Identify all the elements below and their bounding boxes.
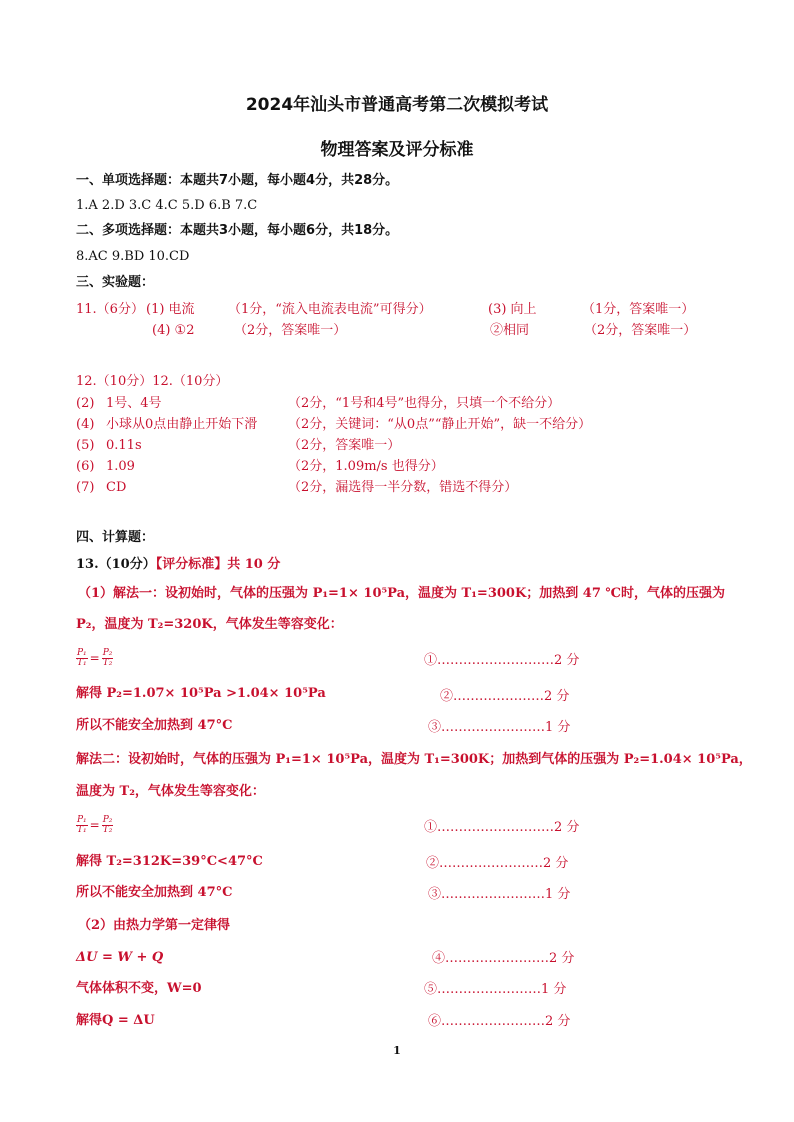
frac-p1: P₁ (77, 814, 87, 825)
frac-p2: P₂ (102, 814, 113, 825)
frac-t1: T₁ (77, 658, 87, 668)
q13-label: 13.（10分） (76, 557, 156, 572)
q12-row-num: (5) (76, 438, 95, 453)
q13-method1-line1: （1）解法一：设初始时，气体的压强为 P₁=1× 10⁵Pa，温度为 T₁=300K；加热到 47 ℃时，气体的压强为 (78, 586, 725, 601)
q13-method2-line2: 温度为 T₂，气体发生等容变化： (76, 784, 265, 799)
q13-first-law-equation: ΔU = W + Q (76, 950, 164, 965)
q12-row-answer: CD (106, 480, 127, 495)
q11-r1-score-a: （1分，“流入电流表电流”可得分） (228, 302, 432, 317)
q12-row-answer: 0.11s (106, 438, 142, 453)
q13-part2-heading: （2）由热力学第一定律得 (78, 918, 231, 933)
q13-method1-conclusion: 所以不能安全加热到 47°C (76, 718, 233, 733)
page-number: 1 (393, 1044, 401, 1057)
q13-part2-result: 解得Q = ΔU (76, 1013, 155, 1028)
page-subtitle: 物理答案及评分标准 (320, 140, 474, 160)
q12-row-score: （2分，关键词：“从0点”“静止开始”，缺一不给分） (288, 417, 592, 432)
score-step-3: ③……………………1 分 (428, 720, 571, 735)
score-step-4: ④……………………2 分 (432, 951, 575, 966)
section-2-answers: 8.AC 9.BD 10.CD (76, 249, 190, 264)
section-1-answers: 1.A 2.D 3.C 4.C 5.D 6.B 7.C (76, 198, 258, 213)
q12-label: 12.（10分）12.（10分） (76, 374, 229, 389)
score-step-1-alt: ①………………………2 分 (424, 820, 580, 835)
q11-r2-answer-b: ②相同 (490, 323, 530, 338)
q11-r1-answer-a: (1) 电流 (146, 302, 195, 317)
q11-label: 11.（6分） (76, 302, 144, 317)
score-step-2-alt: ②……………………2 分 (426, 856, 569, 871)
score-step-3-alt: ③……………………1 分 (428, 887, 571, 902)
q12-row-num: (4) (76, 417, 95, 432)
q13-scoring-standard: 【评分标准】共 10 分 (155, 557, 281, 572)
frac-t1: T₁ (77, 825, 87, 835)
page-title: 2024年汕头市普通高考第二次模拟考试 (245, 95, 549, 115)
q13-method2-result: 解得 T₂=312K=39°C<47°C (76, 854, 263, 869)
score-step-5: ⑤……………………1 分 (424, 982, 567, 997)
q12-row-score: （2分，答案唯一） (288, 438, 401, 453)
q12-row-answer: 1号、4号 (106, 396, 162, 411)
score-step-6: ⑥……………………2 分 (428, 1014, 571, 1029)
section-3-heading: 三、实验题： (76, 275, 155, 290)
q12-row-score: （2分，漏选得一半分数，错选不得分） (288, 480, 518, 495)
frac-p2: P₂ (102, 647, 113, 658)
frac-t2: T₂ (102, 825, 113, 835)
q12-row-num: (7) (76, 480, 95, 495)
score-step-2: ②…………………2 分 (440, 689, 570, 704)
q12-row-num: (2) (76, 396, 95, 411)
q12-row-num: (6) (76, 459, 95, 474)
section-2-heading: 二、多项选择题：本题共3小题，每小题6分，共18分。 (76, 223, 399, 238)
q12-row-score: （2分，1.09m/s 也得分） (288, 459, 444, 474)
q12-row-score: （2分，“1号和4号”也得分，只填一个不给分） (288, 396, 561, 411)
q13-method1-line2: P₂，温度为 T₂=320K，气体发生等容变化： (76, 617, 343, 632)
q13-method2-conclusion: 所以不能安全加热到 47°C (76, 885, 233, 900)
q13-method1-equation (76, 648, 113, 668)
frac-p1: P₁ (77, 647, 87, 658)
q12-row-answer: 1.09 (106, 459, 135, 474)
q11-r2-score-a: （2分，答案唯一） (234, 323, 347, 338)
section-1-heading: 一、单项选择题：本题共7小题，每小题4分，共28分。 (76, 173, 399, 188)
q11-r1-score-b: （1分，答案唯一） (582, 302, 695, 317)
q13-method2-equation (76, 815, 113, 835)
q13-method1-result: 解得 P₂=1.07× 10⁵Pa >1.04× 10⁵Pa (76, 686, 326, 701)
frac-equals: = (89, 651, 100, 666)
q11-r1-answer-b: (3) 向上 (488, 302, 537, 317)
q12-row-answer: 小球从0点由静止开始下滑 (106, 417, 258, 432)
q11-r2-score-b: （2分，答案唯一） (584, 323, 697, 338)
q11-r2-answer-a: (4) ①2 (152, 323, 195, 338)
q13-constant-volume: 气体体积不变，W=0 (76, 981, 202, 996)
frac-equals: = (89, 818, 100, 833)
frac-t2: T₂ (102, 658, 113, 668)
section-4-heading: 四、计算题： (76, 530, 155, 545)
q13-header (76, 557, 280, 573)
score-step-1: ①………………………2 分 (424, 653, 580, 668)
q13-method2-line1: 解法二：设初始时，气体的压强为 P₁=1× 10⁵Pa，温度为 T₁=300K；加热到气体的压强为 P₂=1.04× 10⁵Pa， (76, 752, 752, 767)
